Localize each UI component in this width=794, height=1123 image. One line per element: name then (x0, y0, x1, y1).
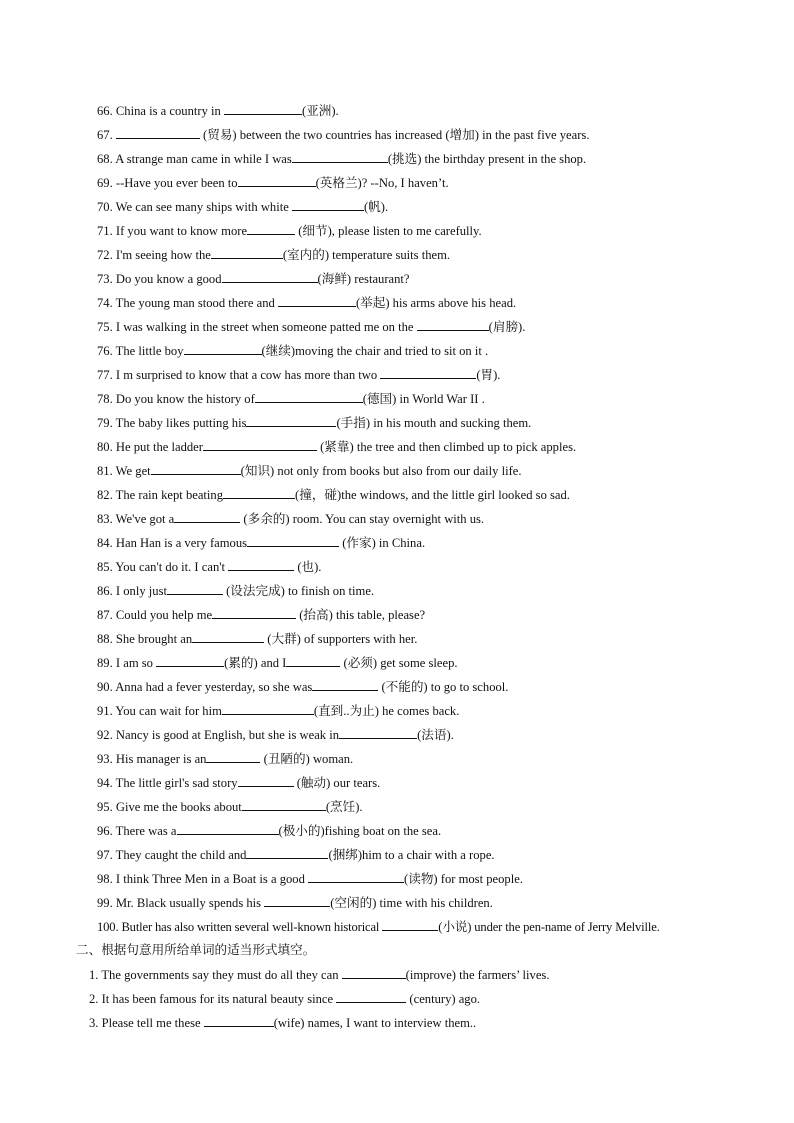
question-text: 71. If you want to know more (97, 224, 248, 238)
question-text: 94. The little girl's sad story (97, 776, 238, 790)
question-text: 92. Nancy is good at English, but she is weak in (97, 728, 340, 742)
hint-text: (德国) in World War II . (362, 392, 485, 406)
question-text: 66. China is a country in (97, 104, 224, 118)
section-heading: 二、根据句意用所给单词的适当形式填空。 (76, 942, 316, 957)
answer-blank[interactable] (242, 797, 326, 811)
exercise-line (76, 437, 736, 461)
answer-blank[interactable] (247, 221, 295, 235)
question-text: 98. I think Three Men in a Boat is a good (97, 872, 309, 886)
answer-blank[interactable] (174, 509, 240, 523)
question-text: 81. We get (97, 464, 151, 478)
hint-text: (触动) our tears. (293, 776, 381, 790)
answer-blank[interactable] (224, 101, 302, 115)
question-text: 78. Do you know the history of (97, 392, 255, 406)
exercise-line (76, 629, 736, 653)
answer-blank[interactable] (212, 605, 296, 619)
answer-blank[interactable] (417, 317, 489, 331)
exercise-line (76, 869, 736, 893)
hint-text: (必须) get some sleep. (340, 656, 458, 670)
exercise-line (76, 557, 736, 581)
question-text: 91. You can wait for him (97, 704, 222, 718)
hint-text: (肩膀). (488, 320, 526, 334)
question-text: 100. Butler has also written several well-known historical (97, 920, 383, 934)
question-text: 83. We've got a (97, 512, 175, 526)
answer-blank[interactable] (151, 461, 241, 475)
question-text: 90. Anna had a fever yesterday, so she was (97, 680, 313, 694)
exercise-line (76, 965, 736, 989)
exercise-line (76, 653, 736, 677)
hint-text: (继续)moving the chair and tried to sit on it . (261, 344, 489, 358)
question-text: 95. Give me the books about (97, 800, 242, 814)
hint-text: (烹饪). (325, 800, 363, 814)
hint-text: (贸易) between the two countries has increased (增加) in the past five years. (199, 128, 590, 142)
question-text: 84. Han Han is a very famous (97, 536, 248, 550)
answer-blank[interactable] (184, 341, 262, 355)
hint-text: (英格兰)? --No, I haven’t. (315, 176, 449, 190)
answer-blank[interactable] (228, 557, 294, 571)
exercise-line (76, 197, 736, 221)
question-text: 82. The rain kept beating (97, 488, 224, 502)
answer-blank[interactable] (342, 965, 406, 979)
question-text: 67. (97, 128, 116, 142)
hint-text: (手指) in his mouth and sucking them. (336, 416, 532, 430)
question-text: 93. His manager is an (97, 752, 207, 766)
hint-text: (胃). (476, 368, 501, 382)
hint-text: (亚洲). (301, 104, 339, 118)
hint-text: (wife) names, I want to interview them.. (273, 1016, 477, 1030)
exercise-line (76, 725, 736, 749)
exercise-line (76, 509, 736, 533)
hint-text: (空闲的) time with his children. (330, 896, 493, 910)
answer-blank[interactable] (177, 821, 279, 835)
answer-blank[interactable] (286, 653, 340, 667)
answer-blank[interactable] (222, 701, 314, 715)
exercise-line (76, 701, 736, 725)
hint-text: (法语). (417, 728, 454, 742)
question-text: 77. I m surprised to know that a cow has more than two (97, 368, 381, 382)
answer-blank[interactable] (203, 437, 317, 451)
question-text: 75. I was walking in the street when someone patted me on the (97, 320, 417, 334)
hint-text: (挑选) the birthday present in the shop. (387, 152, 587, 166)
answer-blank[interactable] (278, 293, 356, 307)
hint-text: (也). (294, 560, 322, 574)
answer-blank[interactable] (308, 869, 404, 883)
exercise-line (76, 893, 736, 917)
exercise-line (76, 269, 736, 293)
hint-text: (帆). (363, 200, 389, 214)
question-text: 70. We can see many ships with white (97, 200, 292, 214)
hint-text: (大群) of supporters with her. (264, 632, 418, 646)
exercise-line (76, 605, 736, 629)
hint-text: (知识) not only from books but also from our daily life. (240, 464, 522, 478)
question-text: 73. Do you know a good (97, 272, 222, 286)
hint-text: (海鲜) restaurant? (317, 272, 410, 286)
hint-text: (紧靠) the tree and then climbed up to pick apples. (316, 440, 577, 454)
answer-blank[interactable] (167, 581, 223, 595)
exercise-line (76, 221, 736, 245)
exercise-line (76, 845, 736, 869)
answer-blank[interactable] (246, 845, 328, 859)
answer-blank[interactable] (247, 533, 339, 547)
hint-text: (不能的) to go to school. (378, 680, 509, 694)
answer-blank[interactable] (222, 269, 318, 283)
question-text: 85. You can't do it. I can't (97, 560, 229, 574)
exercise-line (76, 317, 736, 341)
question-text: 80. He put the ladder (97, 440, 203, 454)
hint-text: (多余的) room. You can stay overnight with us. (240, 512, 485, 526)
exercise-line (76, 821, 736, 845)
hint-text: (捆绑)him to a chair with a rope. (328, 848, 495, 862)
exercise-line (76, 677, 736, 701)
exercise-line (76, 293, 736, 317)
hint-text: (improve) the farmers’ lives. (405, 968, 550, 982)
answer-blank[interactable] (206, 749, 260, 763)
exercise-line (76, 485, 736, 509)
exercise-line (76, 341, 736, 365)
answer-blank[interactable] (264, 893, 330, 907)
question-text: 88. She brought an (97, 632, 193, 646)
question-text: 87. Could you help me (97, 608, 213, 622)
exercise-line (76, 173, 736, 197)
exercise-line (76, 125, 736, 149)
hint-text: (作家) in China. (339, 536, 426, 550)
hint-text: (室内的) temperature suits them. (282, 248, 451, 262)
hint-text: (设法完成) to finish on time. (222, 584, 375, 598)
answer-blank[interactable] (292, 149, 388, 163)
exercise-line (76, 581, 736, 605)
question-text: 72. I'm seeing how the (97, 248, 211, 262)
question-text: 89. I am so (97, 656, 157, 670)
hint-text: (极小的)fishing boat on the sea. (278, 824, 442, 838)
question-text: 86. I only just (97, 584, 167, 598)
exercise-line (76, 989, 736, 1013)
exercise-list (76, 101, 736, 1037)
hint-text: (小说) under the pen-name of Jerry Melville. (438, 920, 660, 934)
exercise-line (76, 1013, 736, 1037)
hint-text: (累的) and I (224, 656, 287, 670)
question-text: 2. It has been famous for its natural beauty since (89, 992, 337, 1006)
exercise-line (76, 365, 736, 389)
question-text: 96. There was a (97, 824, 177, 838)
exercise-line (76, 917, 736, 941)
exercise-line (76, 413, 736, 437)
answer-blank[interactable] (223, 485, 295, 499)
answer-blank[interactable] (382, 917, 438, 931)
exercise-line (76, 389, 736, 413)
exercise-line (76, 533, 736, 557)
exercise-line (76, 245, 736, 269)
exercise-line (76, 149, 736, 173)
answer-blank[interactable] (380, 365, 476, 379)
answer-blank[interactable] (116, 125, 200, 139)
exercise-line (76, 773, 736, 797)
answer-blank[interactable] (312, 677, 378, 691)
question-text: 3. Please tell me these (89, 1016, 204, 1030)
question-text: 68. A strange man came in while I was (97, 152, 292, 166)
answer-blank[interactable] (204, 1013, 274, 1027)
hint-text: (century) ago. (406, 992, 481, 1006)
question-text: 97. They caught the child and (97, 848, 247, 862)
answer-blank[interactable] (238, 173, 316, 187)
question-text: 79. The baby likes putting his (97, 416, 247, 430)
exercise-line (76, 101, 736, 125)
hint-text: (撞，碰)the windows, and the little girl looked so sad. (295, 488, 570, 502)
question-text: 1. The governments say they must do all they can (89, 968, 342, 982)
hint-text: (抬高) this table, please? (296, 608, 426, 622)
answer-blank[interactable] (336, 989, 406, 1003)
hint-text: (细节), please listen to me carefully. (295, 224, 482, 238)
hint-text: (直到..为止) he comes back. (313, 704, 460, 718)
exercise-line (76, 797, 736, 821)
answer-blank[interactable] (238, 773, 294, 787)
answer-blank[interactable] (292, 197, 364, 211)
exercise-line (76, 461, 736, 485)
question-text: 74. The young man stood there and (97, 296, 278, 310)
question-text: 69. --Have you ever been to (97, 176, 238, 190)
hint-text: (举起) his arms above his head. (355, 296, 517, 310)
answer-blank[interactable] (339, 725, 417, 739)
answer-blank[interactable] (255, 389, 363, 403)
answer-blank[interactable] (156, 653, 224, 667)
answer-blank[interactable] (246, 413, 336, 427)
hint-text: (丑陋的) woman. (260, 752, 354, 766)
hint-text: (读物) for most people. (404, 872, 523, 886)
question-text: 99. Mr. Black usually spends his (97, 896, 265, 910)
answer-blank[interactable] (192, 629, 264, 643)
answer-blank[interactable] (211, 245, 283, 259)
exercise-line (76, 749, 736, 773)
question-text: 76. The little boy (97, 344, 184, 358)
